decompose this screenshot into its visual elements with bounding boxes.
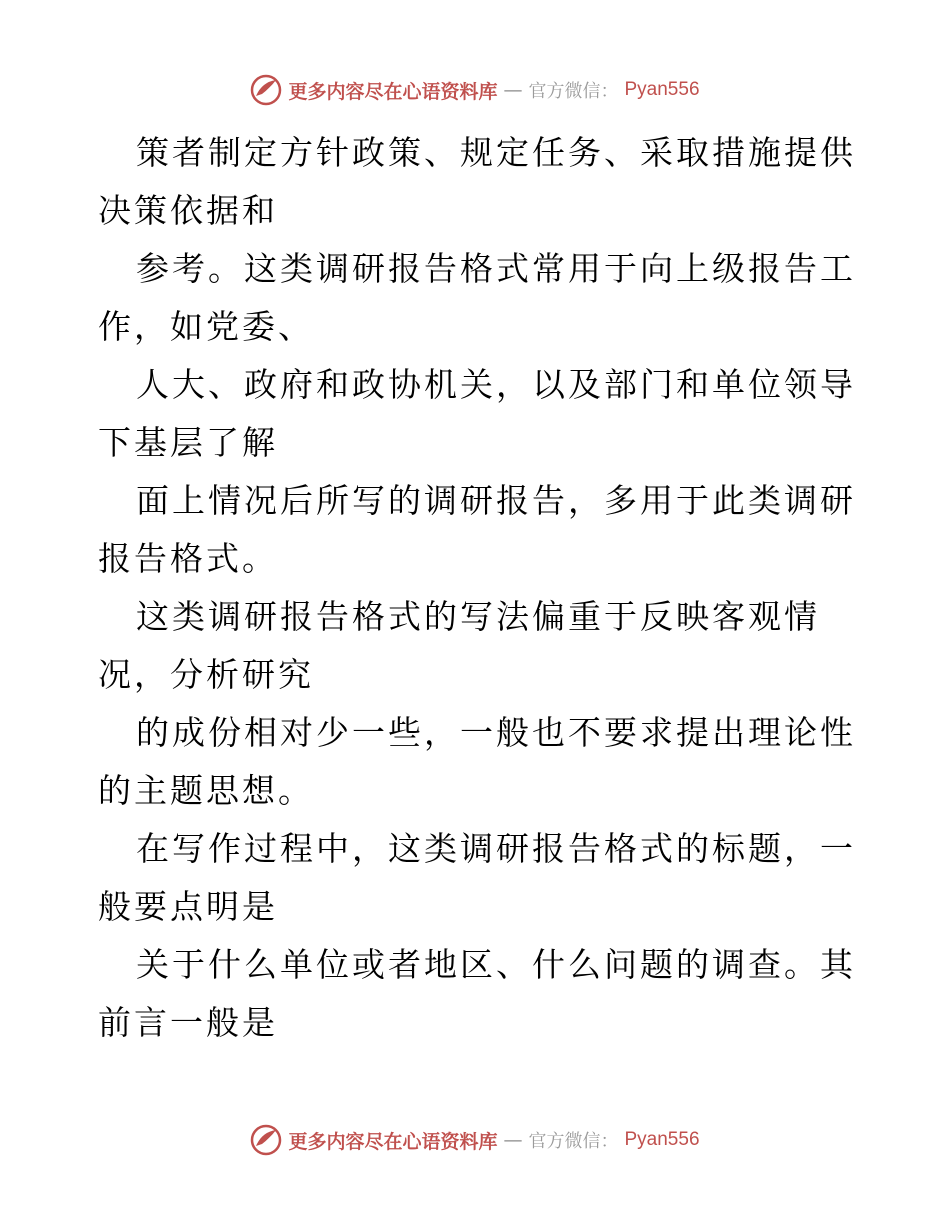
paragraph-6: 的成份相对少一些，一般也不要求提出理论性的主题思想。 <box>98 713 856 810</box>
paragraph-1: 策者制定方针政策、规定任务、采取措施提供决策依据和 <box>98 133 856 230</box>
brand-logo-icon <box>250 74 282 106</box>
footer-wechat-id: Pyan556 <box>624 1129 700 1150</box>
header-wechat-label: 官方微信： <box>528 81 619 102</box>
header-wechat-id: Pyan556 <box>624 79 700 100</box>
paragraph-5: 这类调研报告格式的写法偏重于反映客观情况，分析研究 <box>98 597 820 694</box>
paragraph-8: 关于什么单位或者地区、什么问题的调查。其前言一般是 <box>98 945 856 1042</box>
page-footer <box>0 1120 950 1160</box>
footer-brand-text: 更多内容尽在心语资料库 <box>288 1130 498 1153</box>
page-header <box>0 70 950 110</box>
paragraph-7: 在写作过程中，这类调研报告格式的标题，一般要点明是 <box>98 829 856 926</box>
footer-dash: — <box>503 1129 523 1151</box>
document-body <box>98 124 858 1052</box>
header-watermark <box>250 74 699 106</box>
paragraph-2: 参考。这类调研报告格式常用于向上级报告工作，如党委、 <box>98 249 856 346</box>
paragraph-4: 面上情况后所写的调研报告，多用于此类调研报告格式。 <box>98 481 856 578</box>
paragraph-3: 人大、政府和政协机关，以及部门和单位领导下基层了解 <box>98 365 856 462</box>
header-brand-text: 更多内容尽在心语资料库 <box>288 80 498 103</box>
brand-logo-icon <box>250 1124 282 1156</box>
footer-wechat-label: 官方微信： <box>528 1131 619 1152</box>
header-dash: — <box>503 79 523 101</box>
footer-watermark <box>250 1124 699 1156</box>
